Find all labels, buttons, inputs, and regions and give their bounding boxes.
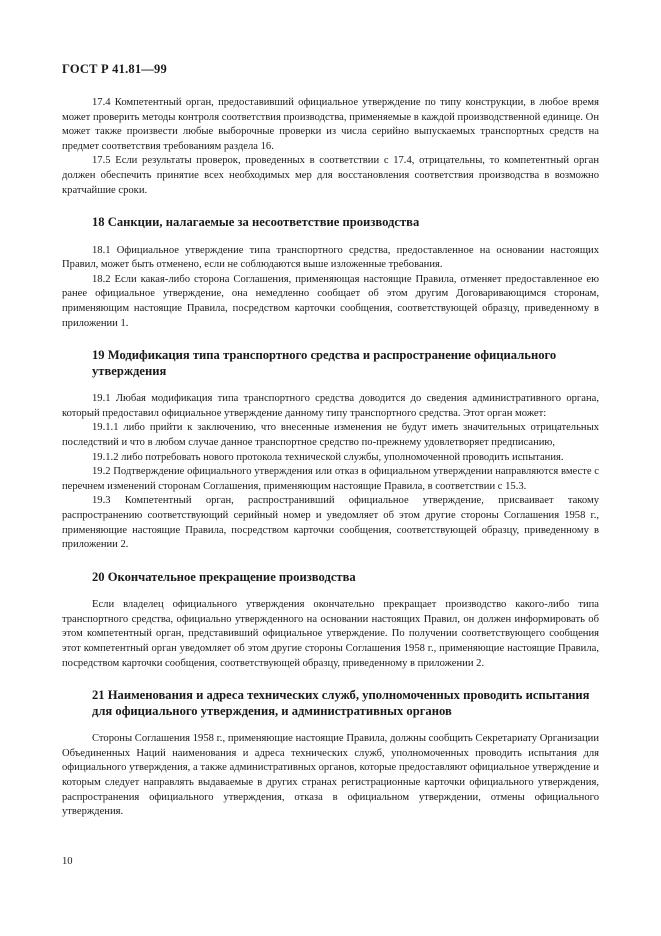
- paragraph-17-5: 17.5 Если результаты проверок, проведенных в соответствии с 17.4, отрицательны, то компетентный орган должен обеспечить принятие всех необходимых мер для восстановления соответствия производства в возможно кратчайшие сроки.: [62, 155, 599, 196]
- paragraph-19-1-2: 19.1.2 либо потребовать нового протокола технической службы, уполномоченной проводить испытания.: [92, 451, 564, 463]
- paragraph-18-1: 18.1 Официальное утверждение типа транспортного средства, предоставленное на основании настоящих Правил, может быть отменено, если не соблюдаются выше изложенные требования.: [62, 244, 599, 271]
- section-21-heading: 21 Наименования и адреса технических служб, уполномоченных проводить испытания для официального утверждения, и административных органов: [92, 688, 590, 718]
- section-18-heading: 18 Санкции, налагаемые за несоответствие производства: [92, 215, 420, 230]
- section-19-heading: 19 Модификация типа транспортного средства и распространение официального утверждения: [92, 348, 557, 378]
- paragraph-18-2: 18.2 Если какая-либо сторона Соглашения, применяющая настоящие Правила, отменяет предоставленное ею ранее официальное утверждение, она немедленно сообщает об этом другим Договаривающимся сторонам, применяющим настоящие Правила, посредством карточки сообщения, соответствующей образцу, приведенному в приложении 1.: [62, 273, 599, 329]
- section-20-heading: 20 Окончательное прекращение производства: [92, 569, 356, 584]
- page-content: [62, 96, 599, 820]
- paragraph-19-1-1: 19.1.1 либо прийти к заключению, что внесенные изменения не будут иметь значительных отрицательных последствий и что в любом случае данное транспортное средство по-прежнему удовлетворяет предписанию,: [62, 422, 599, 448]
- paragraph-17-4: 17.4 Компетентный орган, предоставивший официальное утверждение по типу конструкции, в любое время может проверить методы контроля соответствия производства, применяемые в каждой производственной единице. Он может также произвести любые выборочные проверки из числа серийно выпускаемых транспортных средств на предмет соответствия требованиям раздела 16.: [62, 97, 599, 152]
- paragraph-20: Если владелец официального утверждения окончательно прекращает производство какого-либо типа транспортного средства, официально утвержденного на основании настоящих Правил, он должен информировать об этом компетентный орган, представивший официальное утверждение. По получении соответствующего сообщения этот компетентный орган уведомляет об этом другие стороны Соглашения 1958 г., применяющие настоящие Правила, посредством карточки сообщения, соответствующей образцу, приведенному в приложении 2.: [62, 599, 599, 669]
- document-id: ГОСТ Р 41.81—99: [62, 62, 167, 76]
- paragraph-19-2: 19.2 Подтверждение официального утверждения или отказ в официальном утверждении направляются вместе с перечнем изменений сторонам Соглашения, применяющим настоящие Правила, в соответствии с 15.3.: [62, 466, 599, 492]
- paragraph-21: Стороны Соглашения 1958 г., применяющие настоящие Правила, должны сообщить Секретариату Организации Объединенных Наций наименования и адреса технических служб, уполномоченных проводить испытания для официального утверждения, а также административных органов, которые предоставляют официальное утверждение и которым следует направлять выдаваемые в других странах регистрационные карточки официального утверждения, распространения официального утверждения, отказа в официальном утверждении, отмены официального утверждения.: [62, 733, 599, 818]
- paragraph-19-3: 19.3 Компетентный орган, распространивший официальное утверждение, присваивает такому распространению соответствующий серийный номер и уведомляет об этом другие стороны Соглашения 1958 г., применяющие настоящие Правила, посредством карточки сообщения, соответствующей образцу, приведенному в приложении 2.: [62, 495, 599, 551]
- paragraph-19-1: 19.1 Любая модификация типа транспортного средства доводится до сведения административного органа, который предоставил официальное утверждение данному типу транспортного средства. Этот орган может:: [62, 393, 599, 419]
- page-number: 10: [62, 856, 73, 867]
